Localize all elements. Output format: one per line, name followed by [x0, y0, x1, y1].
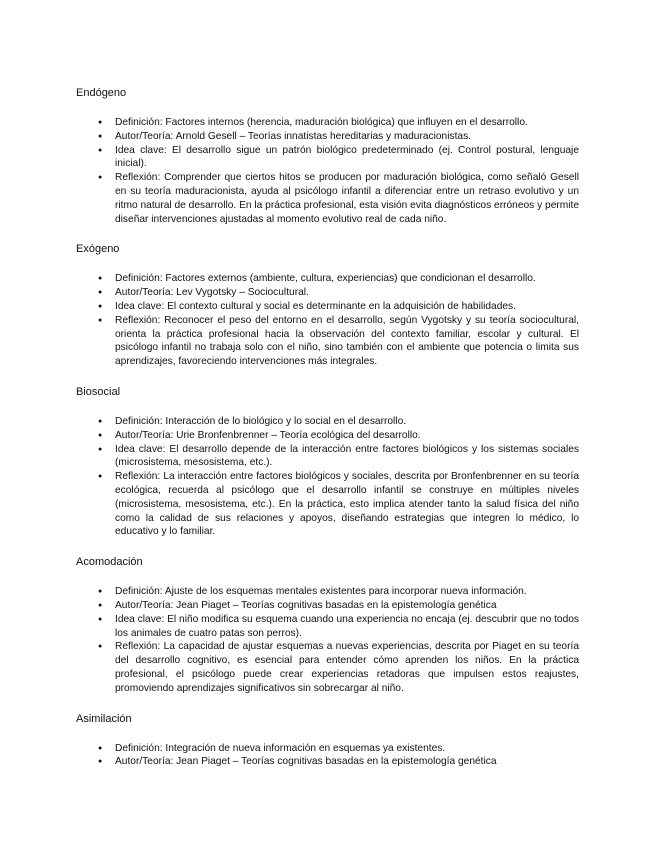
section-biosocial [76, 385, 579, 539]
bullet-list [76, 585, 579, 695]
section-title: Biosocial [76, 385, 121, 398]
list-item-reflexion: ● Reflexión: Comprender que ciertos hitos se producen por maduración biológica, como señaló Gesell en su teoría maduracionista, ayuda al psicólogo infantil a diferenciar entre un retraso evolutivo y un ritmo natural de desarrollo. En la práctica profesional, esta visión evita diagnósticos erróneos y permite diseñar intervenciones ajustadas al momento evolutivo real de cada niño. [98, 171, 579, 226]
list-item-definicion: ● Definición: Factores internos (herencia, maduración biológica) que influyen en el desarrollo. [98, 116, 579, 130]
list-item-autor: ● Autor/Teoría: Jean Piaget – Teorías cognitivas basadas en la epistemología genética [98, 755, 579, 769]
list-item-reflexion: ● Reflexión: La capacidad de ajustar esquemas a nuevas experiencias, descrita por Piaget en su teoría del desarrollo cognitivo, es esencial para entender cómo aprenden los niños. En la práctica profesional, el psicólogo puede crear experiencias retadoras que impulsen estos reajustes, promoviendo aprendizajes significativos sin sobrecargar al niño. [98, 640, 579, 695]
section-title: Endógeno [76, 87, 127, 99]
section-acomodacion [76, 555, 579, 695]
list-item-autor: ● Autor/Teoría: Jean Piaget – Teorías cognitivas basadas en la epistemología genética [98, 599, 579, 613]
list-item-definicion: ● Definición: Factores externos (ambiente, cultura, experiencias) que condicionan el desarrollo. [98, 272, 579, 286]
list-item-idea-clave: ● Idea clave: El niño modifica su esquema cuando una experiencia no encaja (ej. descubrir que no todos los animales de cuatro patas son perros). [98, 613, 579, 641]
list-item-definicion: ● Definición: Ajuste de los esquemas mentales existentes para incorporar nueva información. [98, 585, 579, 599]
list-item-idea-clave: ● Idea clave: El desarrollo sigue un patrón biológico predeterminado (ej. Control postural, lenguaje inicial). [98, 144, 579, 172]
list-item-autor: ● Autor/Teoría: Arnold Gesell – Teorías innatistas hereditarias y maduracionistas. [98, 130, 579, 144]
list-item-autor: ● Autor/Teoría: Lev Vygotsky – Sociocultural. [98, 286, 579, 300]
section-endogeno [76, 86, 579, 226]
bullet-list [76, 742, 579, 770]
section-asimilacion [76, 712, 579, 770]
list-item-definicion: ● Definición: Interacción de lo biológico y lo social en el desarrollo. [98, 415, 579, 429]
section-exogeno [76, 242, 579, 369]
section-title: Acomodación [76, 556, 143, 569]
section-title: Asimilación [76, 712, 132, 725]
list-item-reflexion: ● Reflexión: La interacción entre factores biológicos y sociales, descrita por Bronfenbrenner en su teoría ecológica, recuerda al psicólogo que el desarrollo infantil se construye en múltiples niveles (microsistema, mesosistema, etc.). En la práctica, esto implica atender tanto la salud física del niño como la calidad de sus relaciones y apoyos, diseñando estrategias que integren lo médico, lo educativo y lo familiar. [98, 470, 579, 539]
list-item-idea-clave: ● Idea clave: El desarrollo depende de la interacción entre factores biológicos y los sistemas sociales (microsistema, mesosistema, etc.). [98, 443, 579, 471]
bullet-list [76, 272, 579, 369]
list-item-autor: ● Autor/Teoría: Urie Bronfenbrenner – Teoría ecológica del desarrollo. [98, 429, 579, 443]
list-item-reflexion: ● Reflexión: Reconocer el peso del entorno en el desarrollo, según Vygotsky y su teoría sociocultural, orienta la práctica profesional hacia la observación del contexto familiar, escolar y cultural. El psicólogo infantil no trabaja solo con el niño, sino también con el ambiente que potencia o limita sus aprendizajes, favoreciendo intervenciones más integrales. [98, 314, 579, 369]
list-item-idea-clave: ● Idea clave: El contexto cultural y social es determinante en la adquisición de habilidades. [98, 300, 579, 314]
bullet-list [76, 116, 579, 226]
section-title: Exógeno [76, 243, 120, 256]
bullet-list [76, 415, 579, 539]
list-item-definicion: ● Definición: Integración de nueva información en esquemas ya existentes. [98, 742, 579, 756]
